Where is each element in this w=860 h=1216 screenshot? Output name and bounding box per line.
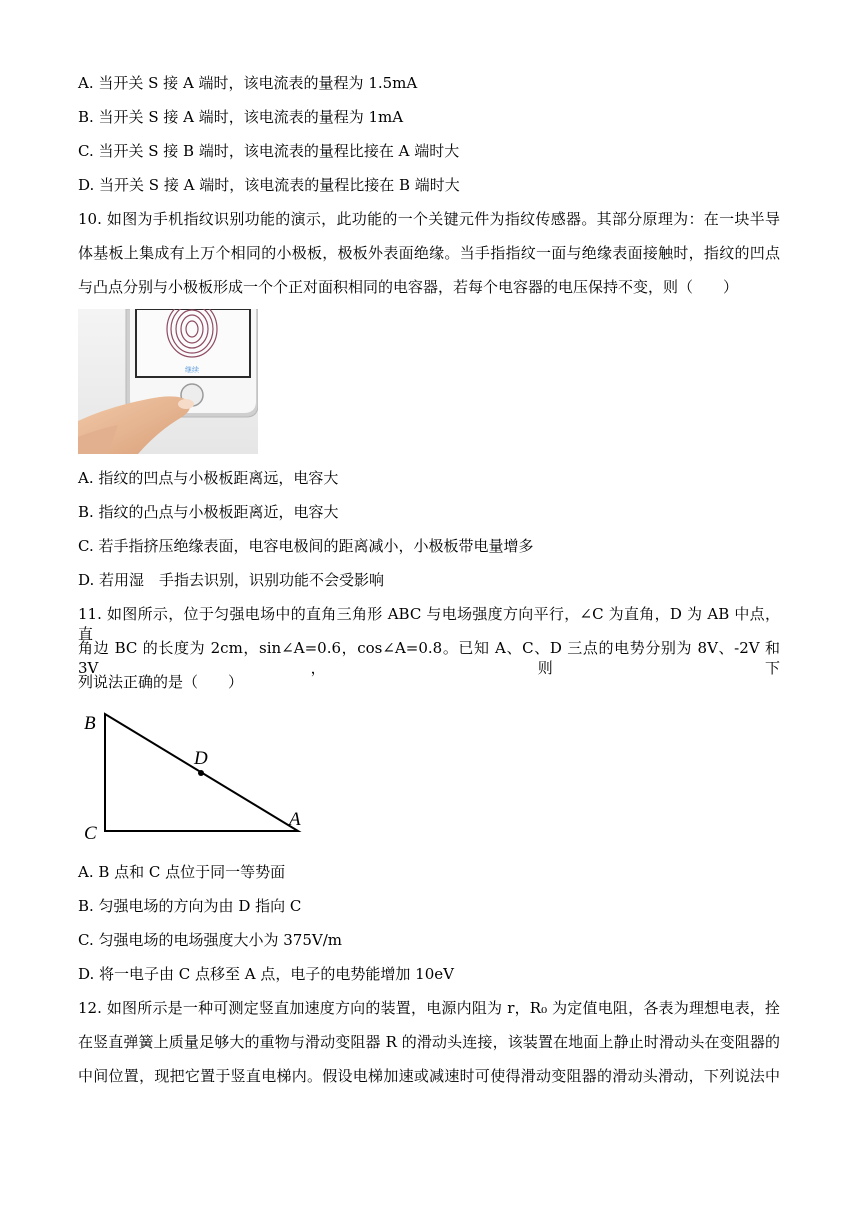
q10-option-b: B. 指纹的凸点与小极板距离近，电容大 <box>78 503 339 521</box>
q10-option-a: A. 指纹的凹点与小极板距离远，电容大 <box>78 469 339 487</box>
label-b: B <box>84 713 96 734</box>
q10-stem-line-2: 体基板上集成有上万个相同的小极板，极板外表面绝缘。当手指指纹一面与绝缘表面接触时，指纹的凹点 <box>78 244 780 262</box>
triangle-abc-diagram <box>78 705 318 845</box>
q12-stem-line-2: 在竖直弹簧上质量足够大的重物与滑动变阻器 R 的滑动头连接，该装置在地面上静止时滑动头在变阻器的 <box>78 1033 780 1051</box>
midpoint-d <box>198 770 204 776</box>
label-a: A <box>289 809 301 830</box>
q10-stem-line-1: 10. 如图为手机指纹识别功能的演示，此功能的一个关键元件为指纹传感器。其部分原理为：在一块半导 <box>78 210 780 228</box>
q11-option-d: D. 将一电子由 C 点移至 A 点，电子的电势能增加 10eV <box>78 965 454 983</box>
q11-option-c: C. 匀强电场的电场强度大小为 375V/m <box>78 931 342 949</box>
q11-stem-line-2: 角边 BC 的长度为 2cm，sin∠A=0.6，cos∠A=0.8。已知 A、C、D 三点的电势分别为 8V、-2V 和 3V，则下 <box>78 639 780 677</box>
q9-option-d: D. 当开关 S 接 A 端时，该电流表的量程比接在 B 端时大 <box>78 176 460 194</box>
fingerprint-phone-image <box>78 309 258 454</box>
q10-option-c: C. 若手指挤压绝缘表面，电容电极间的距离减小，小极板带电量增多 <box>78 537 534 555</box>
q11-option-a: A. B 点和 C 点位于同一等势面 <box>78 863 286 881</box>
q9-option-a: A. 当开关 S 接 A 端时，该电流表的量程为 1.5mA <box>78 74 418 92</box>
q12-stem-line-1: 12. 如图所示是一种可测定竖直加速度方向的装置，电源内阻为 r，R₀ 为定值电阻，各表为理想电表，拴 <box>78 999 780 1017</box>
label-d: D <box>194 748 208 769</box>
q11-stem-line-3: 列说法正确的是（ ） <box>78 673 244 691</box>
q11-stem-line-1: 11. 如图所示，位于匀强电场中的直角三角形 ABC 与电场强度方向平行，∠C 为直角，D 为 AB 中点，直 <box>78 605 780 643</box>
label-c: C <box>84 823 97 844</box>
q12-stem-line-3: 中间位置，现把它置于竖直电梯内。假设电梯加速或减速时可使得滑动变阻器的滑动头滑动，下列说法中 <box>78 1067 780 1085</box>
q9-option-c: C. 当开关 S 接 B 端时，该电流表的量程比接在 A 端时大 <box>78 142 460 160</box>
q11-option-b: B. 匀强电场的方向为由 D 指向 C <box>78 897 302 915</box>
q10-stem-line-3: 与凸点分别与小极板形成一个个正对面积相同的电容器，若每个电容器的电压保持不变，则（ ） <box>78 278 739 296</box>
q10-option-d: D. 若用湿 手指去识别，识别功能不会受影响 <box>78 571 385 589</box>
image-caption: 继续 <box>185 366 199 374</box>
q9-option-b: B. 当开关 S 接 A 端时，该电流表的量程为 1mA <box>78 108 404 126</box>
